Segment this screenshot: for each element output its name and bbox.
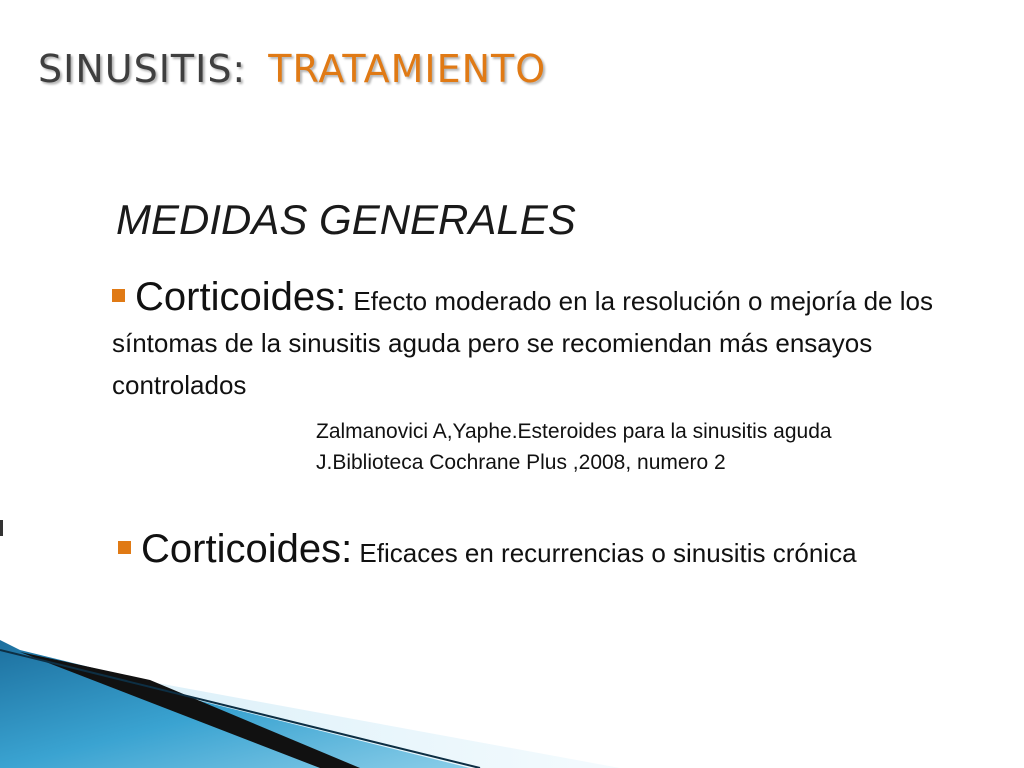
slide-title	[38, 48, 546, 92]
bullet-term: Corticoides:	[135, 275, 347, 319]
title-part-tratamiento: TRATAMIENTO	[268, 47, 547, 91]
citation-reference: Zalmanovici A,Yaphe.Esteroides para la sinusitis aguda J.Biblioteca Cochrane Plus ,2008, numero 2	[316, 420, 832, 474]
bullet-item	[118, 528, 948, 574]
bullet-text: Eficaces en recurrencias o sinusitis crónica	[352, 538, 857, 568]
bullet-text: Efecto moderado en la resolución o mejoría de los síntomas de la sinusitis aguda pero se recomiendan más ensayos controlados	[112, 286, 933, 400]
edge-mark	[0, 520, 3, 536]
square-bullet-icon	[118, 541, 131, 554]
section-subtitle: MEDIDAS GENERALES	[116, 196, 576, 243]
square-bullet-icon	[112, 289, 125, 302]
bullet-term: Corticoides:	[141, 527, 353, 571]
title-part-sinusitis: SINUSITIS:	[38, 47, 247, 91]
bullet-item	[112, 276, 942, 406]
